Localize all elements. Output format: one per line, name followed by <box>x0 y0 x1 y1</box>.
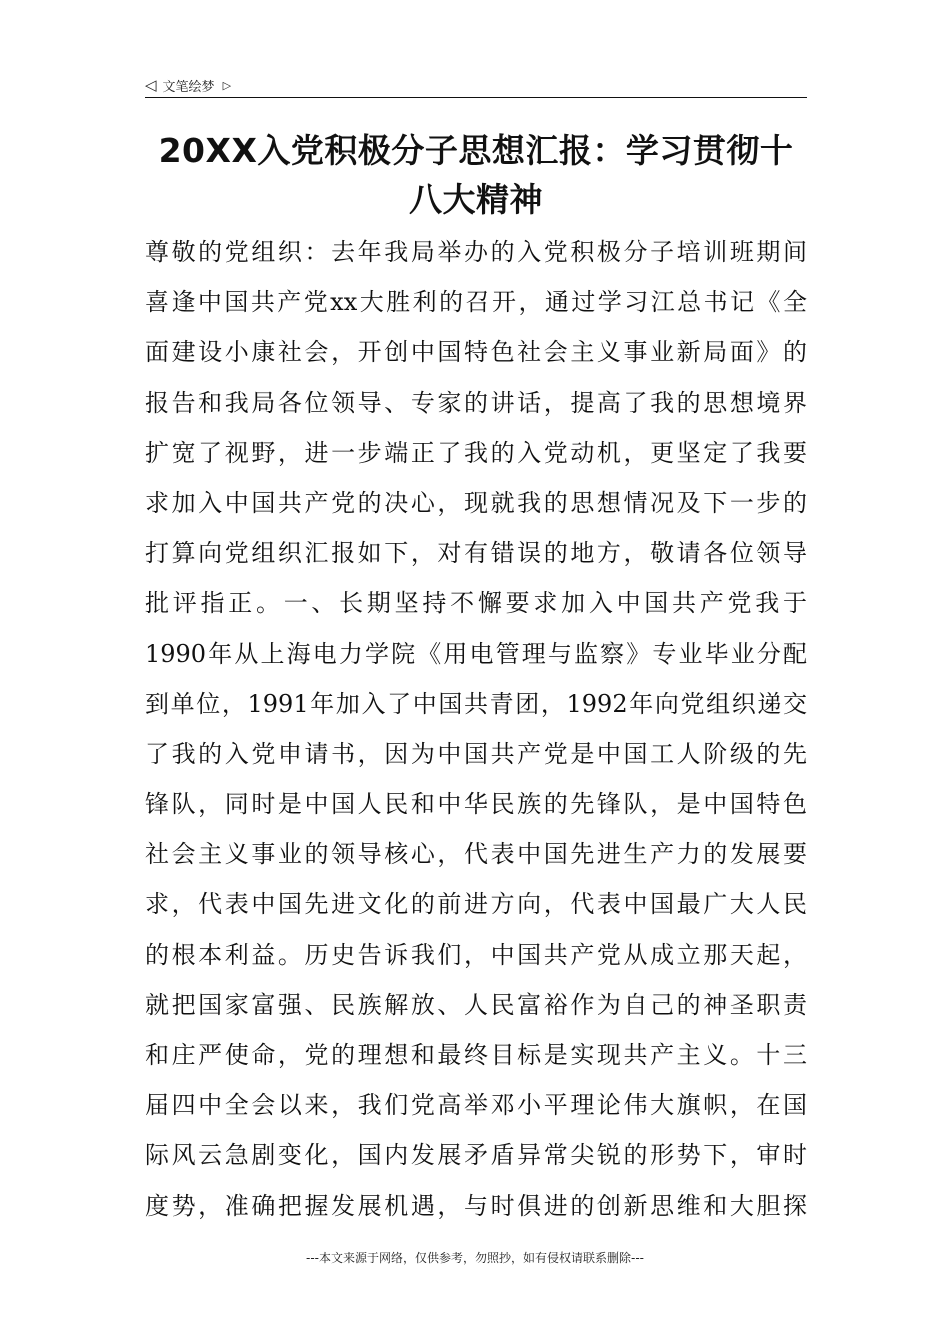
body-line: 1990年从上海电力学院《用电管理与监察》专业毕业分配 <box>145 639 807 668</box>
body-line: 喜逢中国共产党xx大胜利的召开，通过学习江总书记《全 <box>145 288 807 317</box>
document-body <box>145 227 807 1231</box>
header-divider <box>145 97 807 98</box>
body-line: 到单位，1991年加入了中国共青团，1992年向党组织递交 <box>145 689 807 718</box>
body-line: 就把国家富强、民族解放、人民富裕作为自己的神圣职责 <box>145 990 807 1019</box>
title-line-1: 20XX入党积极分子思想汇报：学习贯彻十 <box>158 131 794 170</box>
left-triangle-icon: ◁ <box>145 75 157 94</box>
body-line: 际风云急剧变化，国内发展矛盾异常尖锐的形势下，审时 <box>145 1141 807 1170</box>
body-line: 锋队，同时是中国人民和中华民族的先锋队，是中国特色 <box>145 790 807 819</box>
body-line: 求加入中国共产党的决心，现就我的思想情况及下一步的 <box>145 488 807 517</box>
body-line: 尊敬的党组织：去年我局举办的入党积极分子培训班期间 <box>145 238 807 266</box>
body-line: 届四中全会以来，我们党高举邓小平理论伟大旗帜，在国 <box>145 1091 807 1120</box>
body-line: 了我的入党申请书，因为中国共产党是中国工人阶级的先 <box>145 739 807 768</box>
title-line-2: 八大精神 <box>409 180 543 219</box>
body-line: 面建设小康社会，开创中国特色社会主义事业新局面》的 <box>145 338 807 367</box>
body-line: 求，代表中国先进文化的前进方向，代表中国最广大人民 <box>145 890 807 919</box>
body-line: 打算向党组织汇报如下，对有错误的地方，敬请各位领导 <box>145 539 807 568</box>
body-line: 扩宽了视野，进一步端正了我的入党动机，更坚定了我要 <box>145 438 807 467</box>
header-brand: 文笔绘梦 <box>162 79 215 95</box>
body-line: 社会主义事业的领导核心，代表中国先进生产力的发展要 <box>145 840 807 869</box>
page-header <box>145 74 807 96</box>
right-triangle-icon: ▷ <box>222 78 232 92</box>
body-line: 批评指正。一、长期坚持不懈要求加入中国共产党我于 <box>145 589 807 618</box>
page-footer-disclaimer: ---本文来源于网络，仅供参考，勿照抄，如有侵权请联系删除--- <box>306 1251 644 1265</box>
body-line: 和庄严使命，党的理想和最终目标是实现共产主义。十三 <box>145 1041 807 1069</box>
body-line: 度势，准确把握发展机遇，与时俱进的创新思维和大胆探 <box>145 1191 807 1220</box>
document-title <box>140 126 812 224</box>
body-line: 的根本利益。历史告诉我们，中国共产党从成立那天起， <box>145 940 807 969</box>
body-line: 报告和我局各位领导、专家的讲话，提高了我的思想境界 <box>145 388 807 417</box>
